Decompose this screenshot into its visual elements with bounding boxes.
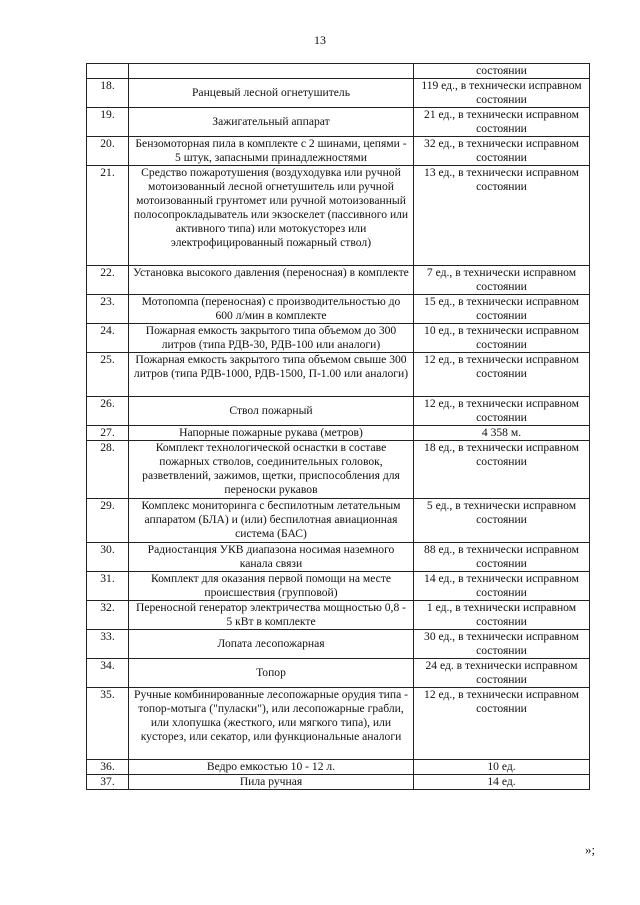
row-number: 27. bbox=[87, 426, 129, 441]
row-name: Переносной генератор электричества мощностью 0,8 - 5 кВт в комплекте bbox=[129, 601, 414, 630]
row-name: Топор bbox=[129, 659, 414, 688]
row-name: Зажигательный аппарат bbox=[129, 108, 414, 137]
table-row bbox=[87, 775, 590, 790]
row-name: Напорные пожарные рукава (метров) bbox=[129, 426, 414, 441]
row-status: 10 ед., в технически исправном состоянии bbox=[414, 324, 590, 353]
row-name: Комплект технологической оснастки в составе пожарных стволов, соединительных головок, разветвлений, зажимов, щетки, приспособления для переноски рукавов bbox=[129, 441, 414, 499]
table-row bbox=[87, 543, 590, 572]
row-number: 20. bbox=[87, 137, 129, 166]
row-status: 18 ед., в технически исправном состоянии bbox=[414, 441, 590, 499]
row-name bbox=[129, 64, 414, 79]
row-number: 32. bbox=[87, 601, 129, 630]
table-row bbox=[87, 572, 590, 601]
equipment-table-body bbox=[87, 64, 590, 790]
row-name: Ранцевый лесной огнетушитель bbox=[129, 79, 414, 108]
row-status: 7 ед., в технически исправном состоянии bbox=[414, 266, 590, 295]
row-number: 25. bbox=[87, 353, 129, 397]
table-row bbox=[87, 630, 590, 659]
page-number: 13 bbox=[314, 33, 326, 47]
row-name: Ствол пожарный bbox=[129, 397, 414, 426]
row-name: Комплект для оказания первой помощи на месте происшествия (групповой) bbox=[129, 572, 414, 601]
row-status: 14 ед. bbox=[414, 775, 590, 790]
row-status: 13 ед., в технически исправном состоянии bbox=[414, 166, 590, 266]
row-name: Пожарная емкость закрытого типа объемом до 300 литров (типа РДВ-30, РДВ-100 или аналоги) bbox=[129, 324, 414, 353]
row-status: 88 ед., в технически исправном состоянии bbox=[414, 543, 590, 572]
row-name: Ведро емкостью 10 - 12 л. bbox=[129, 760, 414, 775]
row-status: 24 ед. в технически исправном состоянии bbox=[414, 659, 590, 688]
row-name: Лопата лесопожарная bbox=[129, 630, 414, 659]
row-name: Пила ручная bbox=[129, 775, 414, 790]
table-row bbox=[87, 397, 590, 426]
table-row bbox=[87, 266, 590, 295]
table-row bbox=[87, 137, 590, 166]
row-number: 31. bbox=[87, 572, 129, 601]
row-name: Средство пожаротушения (воздуходувка или ручной мотоизованный лесной огнетушитель или ручной мотоизованный грунтомет или ручной мотоизованный полосопрокладыватель или экзоскелет (пассивного или активного типа) или мотокусторез или электрофицированный пожарный ствол) bbox=[129, 166, 414, 266]
row-number: 24. bbox=[87, 324, 129, 353]
row-status: 4 358 м. bbox=[414, 426, 590, 441]
row-number: 26. bbox=[87, 397, 129, 426]
row-name: Пожарная емкость закрытого типа объемом свыше 300 литров (типа РДВ-1000, РДВ-1500, П-1.00 или аналоги) bbox=[129, 353, 414, 397]
row-number bbox=[87, 64, 129, 79]
equipment-table bbox=[86, 63, 590, 790]
row-status: 12 ед., в технически исправном состоянии bbox=[414, 688, 590, 760]
table-row bbox=[87, 108, 590, 137]
table-row bbox=[87, 324, 590, 353]
row-name: Комплекс мониторинга с беспилотным летательным аппаратом (БЛА) и (или) беспилотная авиационная система (БАС) bbox=[129, 499, 414, 543]
row-number: 36. bbox=[87, 760, 129, 775]
row-status: 12 ед., в технически исправном состоянии bbox=[414, 397, 590, 426]
table-row bbox=[87, 499, 590, 543]
table-row bbox=[87, 760, 590, 775]
row-name: Бензомоторная пила в комплекте с 2 шинами, цепями - 5 штук, запасными принадлежностями bbox=[129, 137, 414, 166]
row-status: 14 ед., в технически исправном состоянии bbox=[414, 572, 590, 601]
row-status: 32 ед., в технически исправном состоянии bbox=[414, 137, 590, 166]
row-number: 29. bbox=[87, 499, 129, 543]
row-number: 22. bbox=[87, 266, 129, 295]
closing-quote: »; bbox=[585, 842, 596, 857]
row-name: Радиостанция УКВ диапазона носимая наземного канала связи bbox=[129, 543, 414, 572]
table-row bbox=[87, 601, 590, 630]
table-row bbox=[87, 688, 590, 760]
row-number: 30. bbox=[87, 543, 129, 572]
row-number: 28. bbox=[87, 441, 129, 499]
row-status: 12 ед., в технически исправном состоянии bbox=[414, 353, 590, 397]
table-row bbox=[87, 166, 590, 266]
row-number: 37. bbox=[87, 775, 129, 790]
table-row bbox=[87, 441, 590, 499]
row-status: 1 ед., в технически исправном состоянии bbox=[414, 601, 590, 630]
row-number: 34. bbox=[87, 659, 129, 688]
row-number: 33. bbox=[87, 630, 129, 659]
row-status: 30 ед., в технически исправном состоянии bbox=[414, 630, 590, 659]
row-status: 10 ед. bbox=[414, 760, 590, 775]
row-number: 23. bbox=[87, 295, 129, 324]
row-name: Мотопомпа (переносная) с производительностью до 600 л/мин в комплекте bbox=[129, 295, 414, 324]
row-name: Ручные комбинированные лесопожарные орудия типа - топор-мотыга ("пуласки"), или лесопожарные грабли, или хлопушка (жесткого, или мягкого типа), или кусторез, или секатор, или функциональные аналоги bbox=[129, 688, 414, 760]
row-number: 21. bbox=[87, 166, 129, 266]
table-row bbox=[87, 426, 590, 441]
row-status: 15 ед., в технически исправном состоянии bbox=[414, 295, 590, 324]
row-status: состоянии bbox=[414, 64, 590, 79]
row-status: 119 ед., в технически исправном состоянии bbox=[414, 79, 590, 108]
row-status: 21 ед., в технически исправном состоянии bbox=[414, 108, 590, 137]
table-row-continuation bbox=[87, 64, 590, 79]
row-name: Установка высокого давления (переносная) в комплекте bbox=[129, 266, 414, 295]
row-number: 18. bbox=[87, 79, 129, 108]
table-row bbox=[87, 295, 590, 324]
row-number: 35. bbox=[87, 688, 129, 760]
table-row bbox=[87, 353, 590, 397]
row-number: 19. bbox=[87, 108, 129, 137]
row-status: 5 ед., в технически исправном состоянии bbox=[414, 499, 590, 543]
table-row bbox=[87, 659, 590, 688]
table-row bbox=[87, 79, 590, 108]
